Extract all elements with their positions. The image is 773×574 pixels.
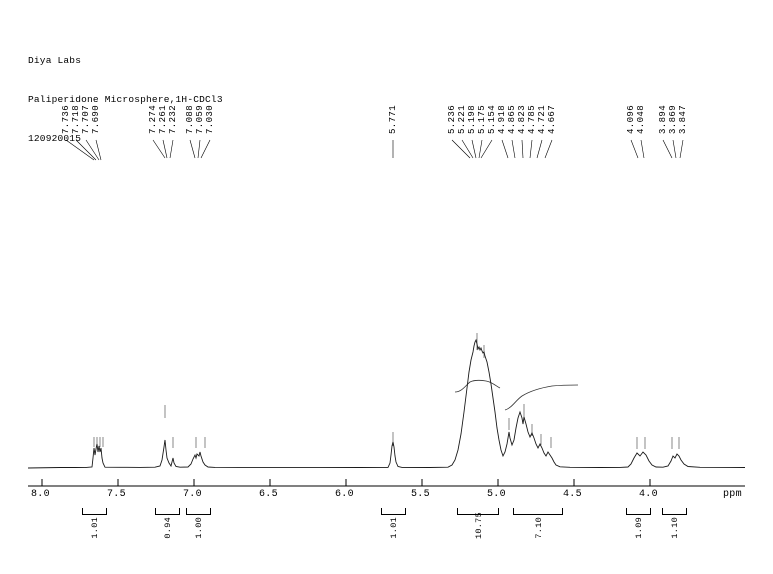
peak-label: 7.736 — [61, 104, 71, 134]
peak-label: 3.869 — [668, 104, 678, 134]
integral-value: 7.10 — [534, 517, 544, 539]
peak-label: 4.048 — [636, 104, 646, 134]
peak-label: 5.175 — [477, 104, 487, 134]
integral-value: 1.09 — [634, 517, 644, 539]
peak-label: 5.154 — [487, 104, 497, 134]
integral-bracket — [381, 508, 406, 515]
integral-value: 1.00 — [194, 517, 204, 539]
x-tick-label: 6.0 — [335, 489, 354, 500]
x-axis-unit-label: ppm — [723, 489, 742, 500]
x-tick-label: 8.0 — [31, 489, 50, 500]
x-tick-label: 5.0 — [487, 489, 506, 500]
peak-label: 7.059 — [195, 104, 205, 134]
integral-bracket — [626, 508, 651, 515]
x-tick-label: 7.5 — [107, 489, 126, 500]
peak-label: 4.865 — [507, 104, 517, 134]
peak-label: 5.771 — [388, 104, 398, 134]
integral-value: 0.94 — [163, 517, 173, 539]
peak-label: 7.690 — [91, 104, 101, 134]
peak-label: 5.198 — [467, 104, 477, 134]
x-tick-label: 7.0 — [183, 489, 202, 500]
peak-label: 7.030 — [205, 104, 215, 134]
peak-label: 7.088 — [185, 104, 195, 134]
peak-label: 7.274 — [148, 104, 158, 134]
peak-label: 4.721 — [537, 104, 547, 134]
x-tick-label: 6.5 — [259, 489, 278, 500]
peak-label: 4.096 — [626, 104, 636, 134]
header-sample-id: 120920015 — [28, 133, 82, 144]
peak-label: 3.847 — [678, 104, 688, 134]
x-tick-label: 4.5 — [563, 489, 582, 500]
integral-value: 1.01 — [389, 517, 399, 539]
integral-bracket — [513, 508, 563, 515]
integral-bracket — [155, 508, 180, 515]
integral-bracket — [186, 508, 211, 515]
integral-bracket — [82, 508, 107, 515]
peak-label: 5.236 — [447, 104, 457, 134]
x-tick-label: 5.5 — [411, 489, 430, 500]
header-lab-name: Diya Labs — [28, 55, 82, 66]
peak-label: 5.221 — [457, 104, 467, 134]
header-sample-name: Paliperidone Microsphere,1H-CDCl3 — [28, 94, 223, 105]
peak-label: 4.918 — [497, 104, 507, 134]
integral-value: 10.75 — [474, 512, 484, 540]
peak-label: 4.785 — [527, 104, 537, 134]
peak-label: 7.232 — [168, 104, 178, 134]
integral-bracket — [662, 508, 687, 515]
integral-value: 1.01 — [90, 517, 100, 539]
x-tick-label: 4.0 — [639, 489, 658, 500]
peak-label: 4.667 — [547, 104, 557, 134]
peak-label: 4.823 — [517, 104, 527, 134]
peak-label: 7.261 — [158, 104, 168, 134]
peak-label: 3.894 — [658, 104, 668, 134]
peak-label: 7.718 — [71, 104, 81, 134]
peak-label: 7.707 — [81, 104, 91, 134]
integral-value: 1.10 — [670, 517, 680, 539]
